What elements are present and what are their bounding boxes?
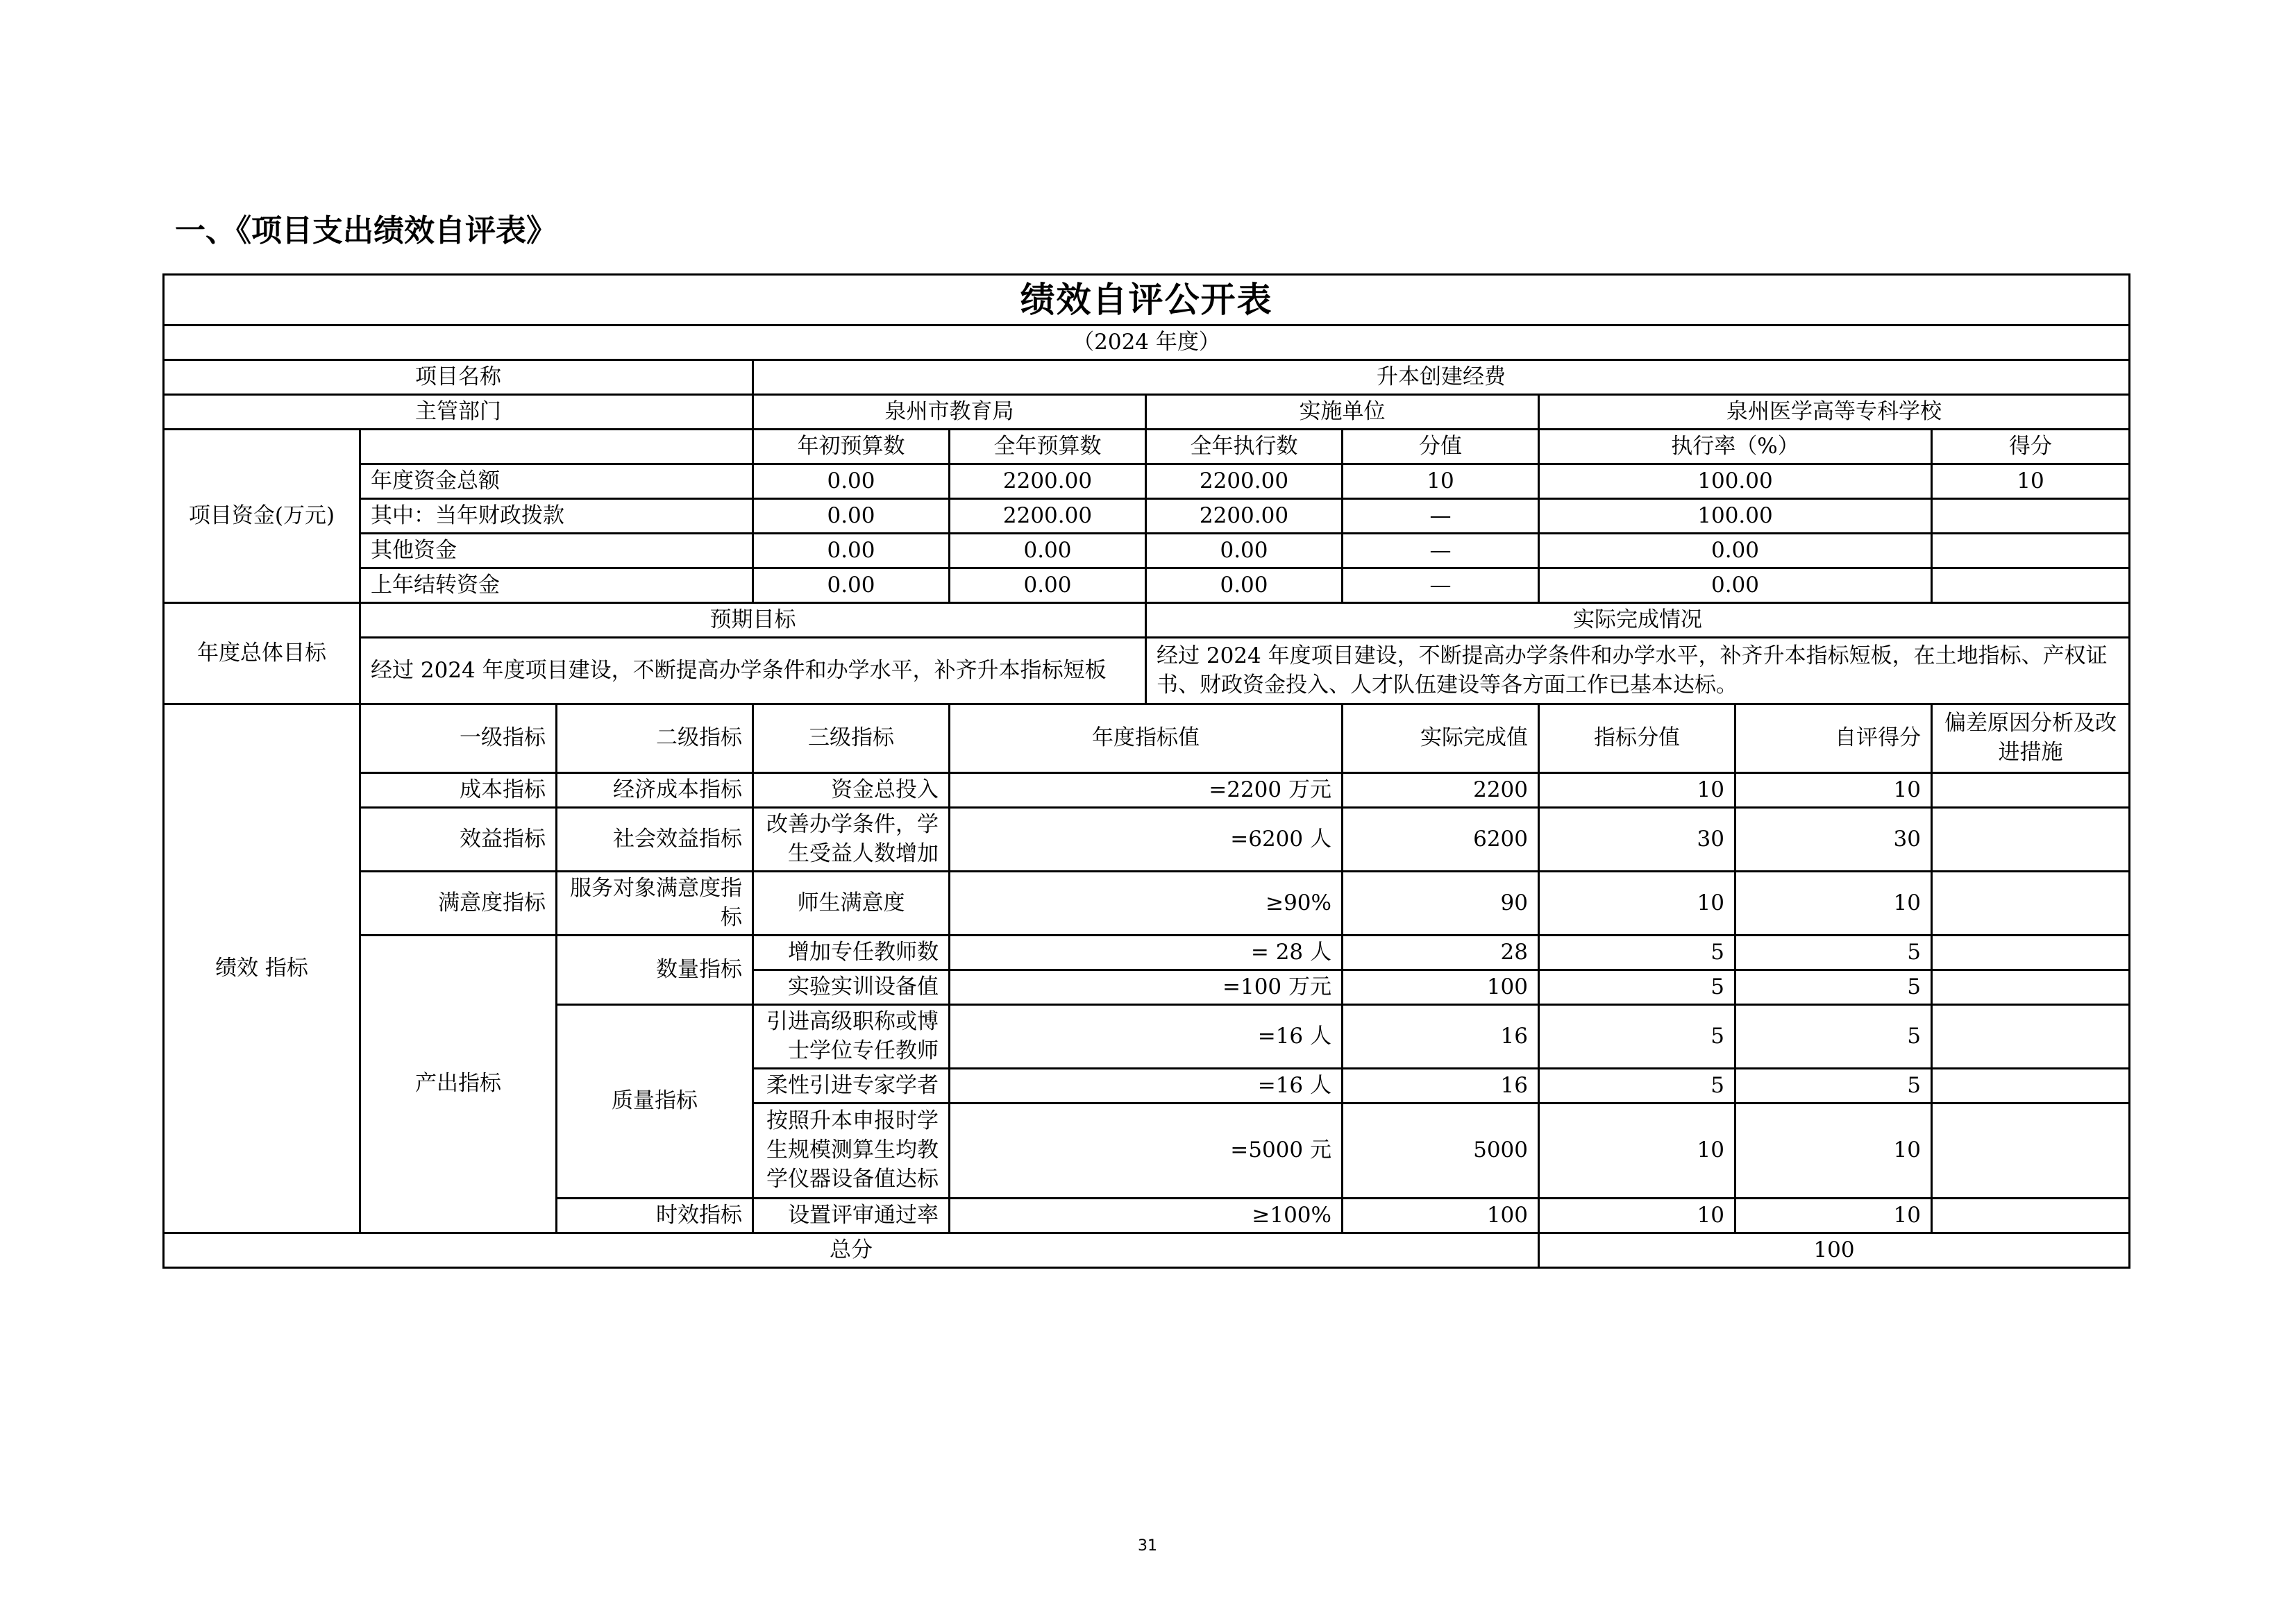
funds-row-label: 其他资金 [360, 534, 753, 568]
indicator-score-value: 5 [1539, 1005, 1735, 1069]
indicator-l3: 增加专任教师数 [753, 936, 950, 970]
total-label: 总分 [164, 1233, 1539, 1268]
indicator-l3: 资金总投入 [753, 773, 950, 808]
funds-cell: 0.00 [950, 568, 1146, 603]
indicator-score: 5 [1735, 936, 1932, 970]
funds-cell: 100.00 [1539, 499, 1932, 534]
funds-cell: 2200.00 [1146, 499, 1343, 534]
indicator-l2: 时效指标 [557, 1199, 753, 1233]
expected-goal-label: 预期目标 [360, 603, 1146, 638]
indicator-note [1932, 1103, 2130, 1199]
indicator-l2: 经济成本指标 [557, 773, 753, 808]
actual-goal-label: 实际完成情况 [1146, 603, 2130, 638]
expected-goal-text: 经过 2024 年度项目建设，不断提高办学条件和办学水平，补齐升本指标短板 [360, 638, 1146, 704]
performance-self-evaluation-table [162, 273, 2130, 1269]
indicator-actual: 16 [1343, 1069, 1539, 1103]
indicator-l3: 实验实训设备值 [753, 970, 950, 1005]
indicator-actual: 28 [1343, 936, 1539, 970]
indicator-note [1932, 1199, 2130, 1233]
indicator-l3: 按照升本申报时学生规模测算生均教学仪器设备值达标 [753, 1103, 950, 1199]
indicator-actual: 100 [1343, 970, 1539, 1005]
table-title: 绩效自评公开表 [164, 275, 2130, 325]
indicator-l3: 柔性引进专家学者 [753, 1069, 950, 1103]
funds-cell: 0.00 [753, 568, 950, 603]
actual-goal-text: 经过 2024 年度项目建设，不断提高办学条件和办学水平，补齐升本指标短板，在土地指标、产权证书、财政资金投入、人才队伍建设等各方面工作已基本达标。 [1146, 638, 2130, 704]
indicator-note [1932, 773, 2130, 808]
funds-cell: 0.00 [1146, 534, 1343, 568]
indicator-target: =5000 元 [950, 1103, 1343, 1199]
indicator-target: =2200 万元 [950, 773, 1343, 808]
total-value: 100 [1539, 1233, 2130, 1268]
indicator-l2: 社会效益指标 [557, 808, 753, 872]
indicator-target: =16 人 [950, 1005, 1343, 1069]
funds-cell: 10 [1343, 464, 1539, 499]
indicator-score: 5 [1735, 970, 1932, 1005]
indicator-score: 5 [1735, 1069, 1932, 1103]
indicator-note [1932, 970, 2130, 1005]
indicator-l1: 成本指标 [360, 773, 557, 808]
indicator-score: 10 [1735, 1199, 1932, 1233]
table-year: （2024 年度） [164, 325, 2130, 360]
indicator-l3: 改善办学条件，学生受益人数增加 [753, 808, 950, 872]
indicator-score: 10 [1735, 872, 1932, 936]
indicator-l3: 师生满意度 [753, 872, 950, 936]
indicator-note [1932, 1069, 2130, 1103]
indicator-note [1932, 872, 2130, 936]
indicator-actual: 5000 [1343, 1103, 1539, 1199]
indicator-l1: 效益指标 [360, 808, 557, 872]
unit-value: 泉州医学高等专科学校 [1539, 395, 2130, 430]
funds-cell: 10 [1932, 464, 2130, 499]
project-name-label: 项目名称 [164, 360, 753, 395]
funds-cell: 2200.00 [1146, 464, 1343, 499]
page-heading: 一、《项目支出绩效自评表》 [175, 213, 557, 248]
funds-header: 全年预算数 [950, 430, 1146, 464]
indicator-l2: 数量指标 [557, 936, 753, 1005]
indicator-header: 实际完成值 [1343, 704, 1539, 773]
indicator-score-value: 5 [1539, 936, 1735, 970]
funds-cell: 0.00 [753, 464, 950, 499]
indicator-score-value: 10 [1539, 773, 1735, 808]
indicator-header: 一级指标 [360, 704, 557, 773]
funds-header: 得分 [1932, 430, 2130, 464]
indicator-score: 5 [1735, 1005, 1932, 1069]
funds-cell: — [1343, 499, 1539, 534]
indicator-l1: 满意度指标 [360, 872, 557, 936]
funds-header: 全年执行数 [1146, 430, 1343, 464]
indicator-target: =16 人 [950, 1069, 1343, 1103]
goals-label: 年度总体目标 [164, 603, 360, 704]
indicator-note [1932, 1005, 2130, 1069]
indicator-target: ≥90% [950, 872, 1343, 936]
indicator-score: 10 [1735, 1103, 1932, 1199]
dept-value: 泉州市教育局 [753, 395, 1146, 430]
indicator-target: =6200 人 [950, 808, 1343, 872]
funds-cell [1932, 499, 2130, 534]
indicator-target: =100 万元 [950, 970, 1343, 1005]
funds-cell: 0.00 [753, 534, 950, 568]
indicator-score: 10 [1735, 773, 1932, 808]
indicator-score-value: 10 [1539, 872, 1735, 936]
funds-cell: — [1343, 534, 1539, 568]
indicator-header: 偏差原因分析及改进措施 [1932, 704, 2130, 773]
funds-cell: 0.00 [1539, 568, 1932, 603]
indicator-target: ≥100% [950, 1199, 1343, 1233]
funds-row-label: 上年结转资金 [360, 568, 753, 603]
indicator-l3: 设置评审通过率 [753, 1199, 950, 1233]
indicator-score-value: 5 [1539, 970, 1735, 1005]
indicator-note [1932, 936, 2130, 970]
funds-cell [1932, 534, 2130, 568]
indicator-score-value: 5 [1539, 1069, 1735, 1103]
indicator-actual: 100 [1343, 1199, 1539, 1233]
indicator-score-value: 10 [1539, 1103, 1735, 1199]
indicator-header: 三级指标 [753, 704, 950, 773]
indicator-actual: 90 [1343, 872, 1539, 936]
dept-label: 主管部门 [164, 395, 753, 430]
funds-header: 年初预算数 [753, 430, 950, 464]
indicator-header: 自评得分 [1735, 704, 1932, 773]
funds-label: 项目资金(万元) [164, 430, 360, 603]
indicator-header: 指标分值 [1539, 704, 1735, 773]
funds-cell: 0.00 [950, 534, 1146, 568]
funds-cell: 2200.00 [950, 464, 1146, 499]
funds-header: 分值 [1343, 430, 1539, 464]
funds-header: 执行率（%） [1539, 430, 1932, 464]
page-number: 31 [1138, 1537, 1157, 1555]
funds-row-label: 其中：当年财政拨款 [360, 499, 753, 534]
unit-label: 实施单位 [1146, 395, 1539, 430]
indicators-label: 绩效 指标 [164, 704, 360, 1233]
funds-cell: 0.00 [753, 499, 950, 534]
indicator-score: 30 [1735, 808, 1932, 872]
funds-header-blank [360, 430, 753, 464]
funds-cell: 2200.00 [950, 499, 1146, 534]
indicator-l2: 质量指标 [557, 1005, 753, 1199]
funds-cell: — [1343, 568, 1539, 603]
indicator-target: = 28 人 [950, 936, 1343, 970]
funds-cell: 0.00 [1539, 534, 1932, 568]
funds-cell: 0.00 [1146, 568, 1343, 603]
funds-row-label: 年度资金总额 [360, 464, 753, 499]
indicator-header: 年度指标值 [950, 704, 1343, 773]
funds-cell [1932, 568, 2130, 603]
funds-cell: 100.00 [1539, 464, 1932, 499]
project-name-value: 升本创建经费 [753, 360, 2130, 395]
indicator-l3: 引进高级职称或博士学位专任教师 [753, 1005, 950, 1069]
indicator-note [1932, 808, 2130, 872]
indicator-score-value: 10 [1539, 1199, 1735, 1233]
indicator-actual: 2200 [1343, 773, 1539, 808]
indicator-score-value: 30 [1539, 808, 1735, 872]
indicator-header: 二级指标 [557, 704, 753, 773]
indicator-actual: 16 [1343, 1005, 1539, 1069]
indicator-l1: 产出指标 [360, 936, 557, 1233]
indicator-actual: 6200 [1343, 808, 1539, 872]
indicator-l2: 服务对象满意度指标 [557, 872, 753, 936]
